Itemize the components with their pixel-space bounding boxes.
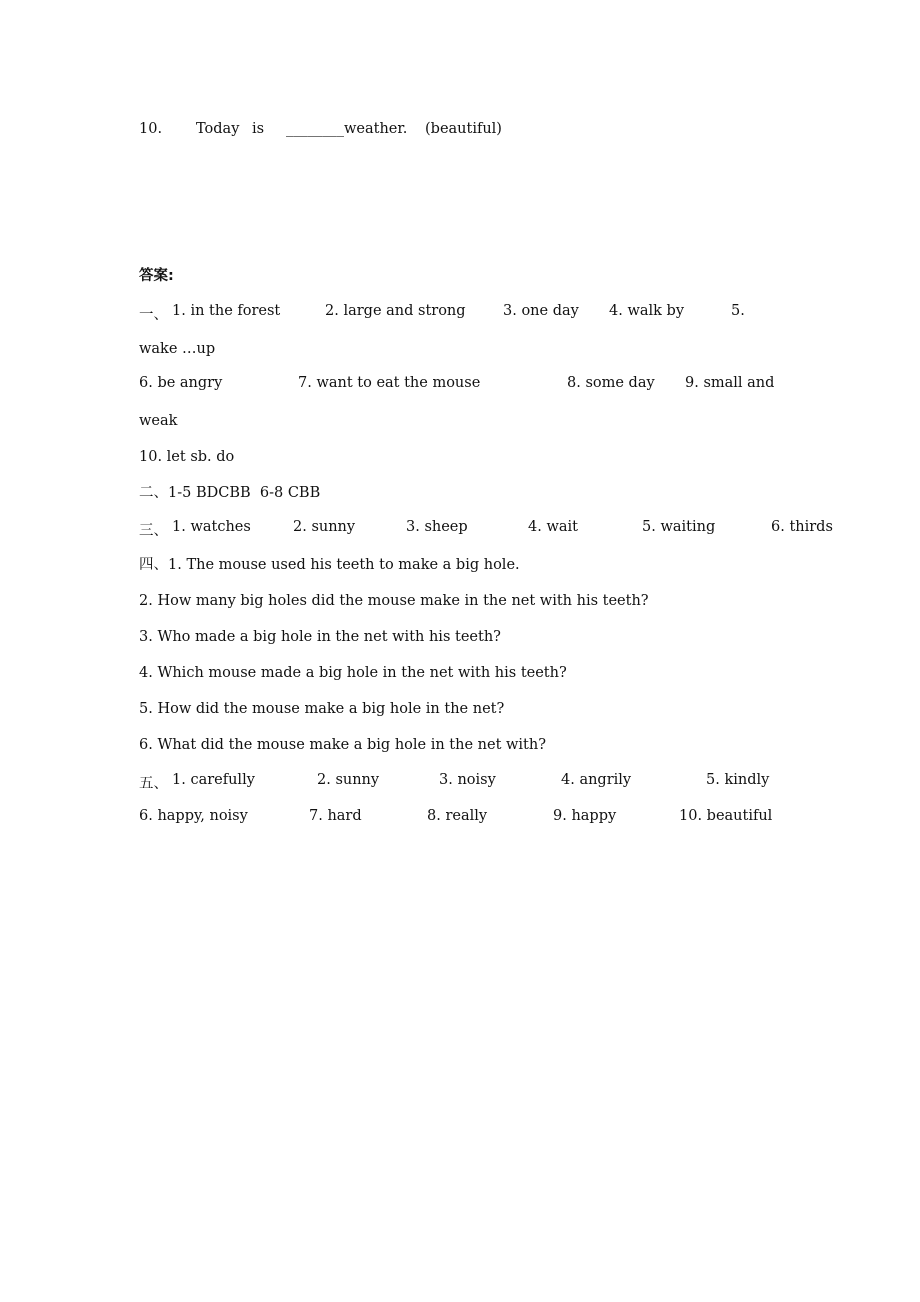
answer-item: 6. happy, noisy — [139, 808, 248, 824]
answer-item: 5. kindly — [706, 772, 770, 788]
answer-item: 2. sunny — [317, 772, 380, 788]
section-2-line: 二、1-5 BDCBB 6-8 CBB — [139, 485, 321, 501]
answers-heading: 答案: — [139, 268, 174, 284]
answer-item: 1. watches — [172, 519, 251, 535]
answer-item: 7. want to eat the mouse — [298, 375, 481, 391]
section-4-line-3: 3. Who made a big hole in the net with his teeth? — [139, 629, 501, 645]
answer-item: 10. beautiful — [679, 808, 773, 824]
answer-item: 6. thirds — [771, 519, 833, 535]
section-prefix: 五、 — [139, 776, 168, 792]
answer-item: 1. carefully — [172, 772, 255, 788]
answer-item: 5. — [731, 303, 745, 319]
section-1-row-3: 10. let sb. do — [139, 449, 235, 465]
section-4-line-4: 4. Which mouse made a big hole in the net with his teeth? — [139, 665, 567, 681]
question-word: Today — [196, 121, 240, 137]
section-4-line-1: 四、1. The mouse used his teeth to make a big hole. — [139, 557, 520, 573]
answer-item: 8. really — [427, 808, 488, 824]
question-word: is — [252, 121, 265, 137]
answer-item: 7. hard — [309, 808, 362, 824]
question-blank: ________weather. — [286, 121, 408, 137]
answer-item: 4. angrily — [561, 772, 632, 788]
answer-item: 5. waiting — [642, 519, 716, 535]
answer-item: 3. sheep — [406, 519, 468, 535]
answer-item: 3. noisy — [439, 772, 496, 788]
answer-item: 9. small and — [685, 375, 775, 391]
question-hint: (beautiful) — [425, 121, 502, 137]
answer-item: 4. walk by — [609, 303, 685, 319]
answer-item: 9. happy — [553, 808, 617, 824]
answer-item: 2. sunny — [293, 519, 356, 535]
question-number: 10. — [139, 121, 163, 137]
section-prefix: 三、 — [139, 523, 168, 539]
section-4-line-5: 5. How did the mouse make a big hole in the net? — [139, 701, 505, 717]
section-4-line-2: 2. How many big holes did the mouse make in the net with his teeth? — [139, 593, 649, 609]
section-prefix: 一、 — [139, 307, 168, 323]
answer-item: 3. one day — [503, 303, 579, 319]
answer-item: 2. large and strong — [325, 303, 466, 319]
section-1-wrap-1: wake …up — [139, 341, 216, 357]
section-4-line-6: 6. What did the mouse make a big hole in the net with? — [139, 737, 546, 753]
section-1-wrap-2: weak — [139, 413, 178, 429]
answer-item: 8. some day — [567, 375, 655, 391]
answer-item: 4. wait — [528, 519, 578, 535]
answer-item: 1. in the forest — [172, 303, 281, 319]
answer-item: 6. be angry — [139, 375, 223, 391]
